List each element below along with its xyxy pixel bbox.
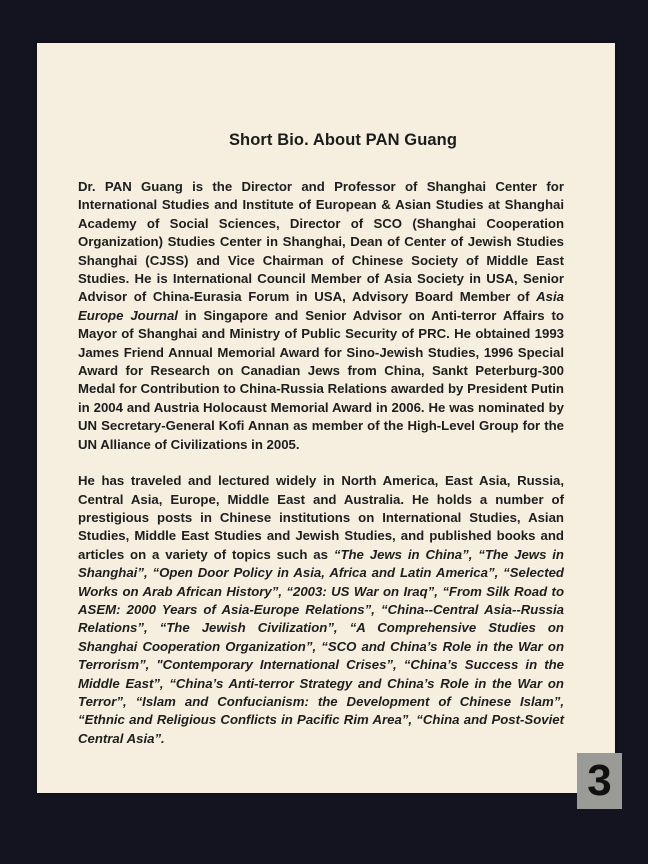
page-title: Short Bio. About PAN Guang (228, 131, 458, 149)
bio-paragraph-1-part1: Dr. PAN Guang is the Director and Professor of Shanghai Center for International Studies and Institute of European & Asian Studies at Shanghai Academy of Social Sciences, Director of SCO (Shanghai Cooperation Organization) Studies Center in Shanghai, Dean of Center of Jewish Studies Shanghai (CJSS) and Vice Chairman of Chinese Society of Middle East Studies. He is International Council Member of Asia Society in USA, Senior Advisor of China-Eurasia Forum in USA, Advisory Board Member of (78, 179, 564, 305)
document-page (37, 43, 615, 793)
page-number-badge: 3 (577, 753, 622, 809)
bio-paragraph-2-intro: He has traveled and lectured widely in North America, East Asia, Russia, Central Asia, Europe, Middle East and Australia. He holds a number of prestigious posts in Chinese institutions on International Studies, Asian Studies, Middle East Studies and Jewish Studies, and published books and articles on a variety of topics such as (78, 473, 564, 562)
bio-body (78, 178, 564, 748)
bio-paragraph-1-part2: in Singapore and Senior Advisor on Anti-terror Affairs to Mayor of Shanghai and Ministry of Public Security of PRC. He obtained 1993 James Friend Annual Memorial Award for Sino-Jewish Studies, 1996 Special Award for Research on Canadian Jews from China, Sankt Peterburg-300 Medal for Contribution to China-Russia Relations awarded by President Putin in 2004 and Austria Holocaust Memorial Award in 2006. He was nominated by UN Secretary-General Kofi Annan as member of the High-Level Group for the UN Alliance of Civilizations in 2005. (78, 307, 564, 452)
bio-paragraph-1 (78, 178, 564, 454)
bio-paragraph-2 (78, 472, 564, 748)
journal-title: Asia Europe Journal (78, 289, 564, 323)
publication-list: “The Jews in China”, “The Jews in Shanghai”, “Open Door Policy in Asia, Africa and Latin America”, “Selected Works on Arab African History”, “2003: US War on Iraq”, “From Silk Road to ASEM: 2000 Years of Asia-Europe Relations”, “China--Central Asia--Russia Relations”, “The Jewish Civilization”, “A Comprehensive Studies on Shanghai Cooperation Organization”, “SCO and China’s Role in the War on Terrorism”, "Contemporary International Crises”, “China’s Success in the Middle East”, “China’s Anti-terror Strategy and China’s Role in the War on Terror”, “Islam and Confucianism: the Development of Chinese Islam”, “Ethnic and Religious Conflicts in Pacific Rim Area”, “China and Post-Soviet Central Asia”. (78, 546, 564, 746)
